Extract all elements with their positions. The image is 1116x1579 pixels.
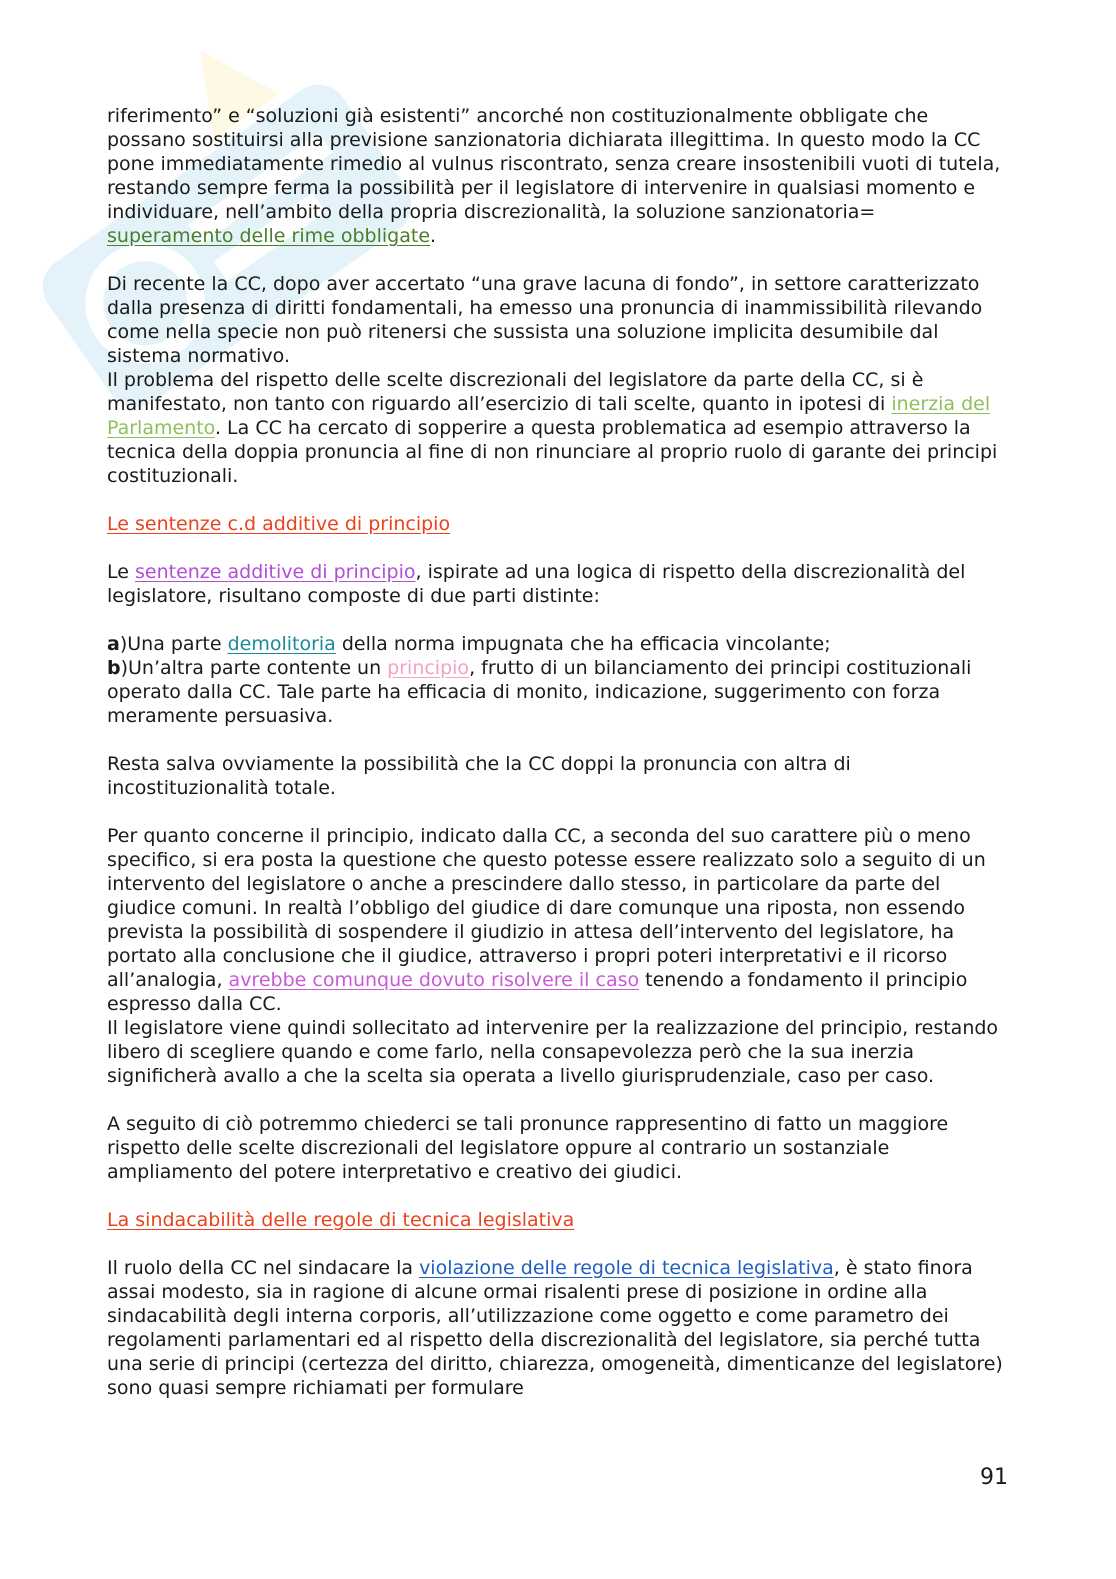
highlight-inerzia-parlamento: inerzia del Parlamento <box>107 393 991 439</box>
paragraph-inerzia-parlamento <box>107 368 1007 488</box>
paragraph-resta-salva: Resta salva ovviamente la possibilità che la CC doppi la pronuncia con altra di incostituzionalità totale. <box>107 753 851 799</box>
paragraph-text: )Una parte <box>119 633 228 655</box>
paragraph-text: Il ruolo della CC nel sindacare la <box>107 1257 420 1279</box>
paragraph-text: Per quanto concerne il principio, indicato dalla CC, a seconda del suo carattere più o meno specifico, si era posta la questione che questo potesse essere realizzato solo a seguito di un intervento del legislatore o anche a prescindere dallo stesso, in particolare da parte del giudice comuni. In realtà l’obbligo del giudice di dare comunque una riposta, non essendo prevista la possibilità di sospendere il giudizio in attesa dell’intervento del legislatore, ha portato alla conclusione che il giudice, attraverso i propri poteri interpretativi e il ricorso all’analogia, <box>107 825 986 991</box>
paragraph-text: , frutto di un bilanciamento dei principi costituzionali operato dalla CC. Tale parte ha efficacia di monito, indicazione, suggerimento con forza meramente persuasiva. <box>107 657 972 727</box>
paragraph-text: . <box>430 225 437 247</box>
list-marker: b <box>107 657 121 679</box>
paragraph-text: , ispirate ad una logica di rispetto della discrezionalità del legislatore, risultano composte di due parti distinte: <box>107 561 966 607</box>
paragraph-ruolo-cc <box>107 1256 1007 1400</box>
paragraph-principio-cc <box>107 824 1007 1016</box>
paragraph-text: Le <box>107 561 135 583</box>
paragraph-legislatore-sollecitato: Il legislatore viene quindi sollecitato ad intervenire per la realizzazione del principio, restando libero di scegliere quando e come farlo, nella consapevolezza però che la sua inerzia significherà avallo a che la scelta sia operata a livello giurisprudenziale, caso per caso. <box>107 1017 999 1087</box>
highlight-principio: principio <box>387 657 470 679</box>
section-heading-sindacabilita <box>107 1208 1007 1232</box>
paragraph-text: della norma impugnata che ha efficacia vincolante; <box>335 633 831 655</box>
highlight-superamento-rime-obbligate: superamento delle rime obbligate <box>107 225 431 247</box>
list-item-b <box>107 656 1007 728</box>
paragraph-text: )Un’altra parte contente un <box>120 657 388 679</box>
paragraph-text: Il problema del rispetto delle scelte discrezionali del legislatore da parte della CC, si è manifestato, non tanto con riguardo all’esercizio di tali scelte, quanto in ipotesi di <box>107 369 924 415</box>
highlight-demolitoria: demolitoria <box>227 633 336 655</box>
highlight-violazione-regole: violazione delle regole di tecnica legislativa <box>419 1257 834 1279</box>
section-heading-sentenze-additive <box>107 512 1007 536</box>
list-marker: a <box>107 633 120 655</box>
paragraph-sentenze-additive <box>107 560 1007 608</box>
paragraph-text: riferimento” e “soluzioni già esistenti” ancorché non costituzionalmente obbligate che possano sostituirsi alla previsione sanzionatoria dichiarata illegittima. In questo modo la CC pone immediatamente rimedio al vulnus riscontrato, senza creare insostenibili vuoti di tutela, restando sempre ferma la possibilità per il legislatore di intervenire in qualsiasi momento e individuare, nell’ambito della propria discrezionalità, la soluzione sanzionatoria= <box>107 105 1001 223</box>
paragraph-text: , è stato finora assai modesto, sia in ragione di alcune ormai risalenti prese di posizione in ordine alla sindacabilità degli interna corporis, all’utilizzazione come oggetto e come parametro dei regolamenti parlamentari ed al rispetto della discrezionalità del legislatore, sia perché tutta una serie di principi (certezza del diritto, chiarezza, omogeneità, dimenticanze del legislatore) sono quasi sempre richiamati per formulare <box>107 1257 1003 1399</box>
page-number: 91 <box>980 1465 1008 1490</box>
paragraph-a-seguito: A seguito di ciò potremmo chiederci se tali pronunce rappresentino di fatto un maggiore rispetto delle scelte discrezionali del legislatore oppure al contrario un sostanziale ampliamento del potere interpretativo e creativo dei giudici. <box>107 1113 949 1183</box>
section-heading-text: La sindacabilità delle regole di tecnica legislativa <box>107 1209 575 1231</box>
paragraph-rime-obbligate <box>107 104 1007 248</box>
paragraph-text: . La CC ha cercato di sopperire a questa problematica ad esempio attraverso la tecnica della doppia pronuncia al fine di non rinunciare al proprio ruolo di garante dei principi costituzionali. <box>107 417 998 487</box>
highlight-risolvere-il-caso: avrebbe comunque dovuto risolvere il caso <box>228 969 640 991</box>
paragraph-lacuna-di-fondo: Di recente la CC, dopo aver accertato “una grave lacuna di fondo”, in settore caratterizzato dalla presenza di diritti fondamentali, ha emesso una pronuncia di inammissibilità rilevando come nella specie non può ritenersi che sussista una soluzione implicita desumibile dal sistema normativo. <box>107 273 983 367</box>
highlight-sentenze-additive: sentenze additive di principio <box>134 561 416 583</box>
paragraph-text: tenendo a fondamento il principio espresso dalla CC. <box>107 969 968 1015</box>
list-item-a <box>107 632 1007 656</box>
section-heading-text: Le sentenze c.d additive di principio <box>107 513 451 535</box>
document-body <box>107 104 1007 1400</box>
